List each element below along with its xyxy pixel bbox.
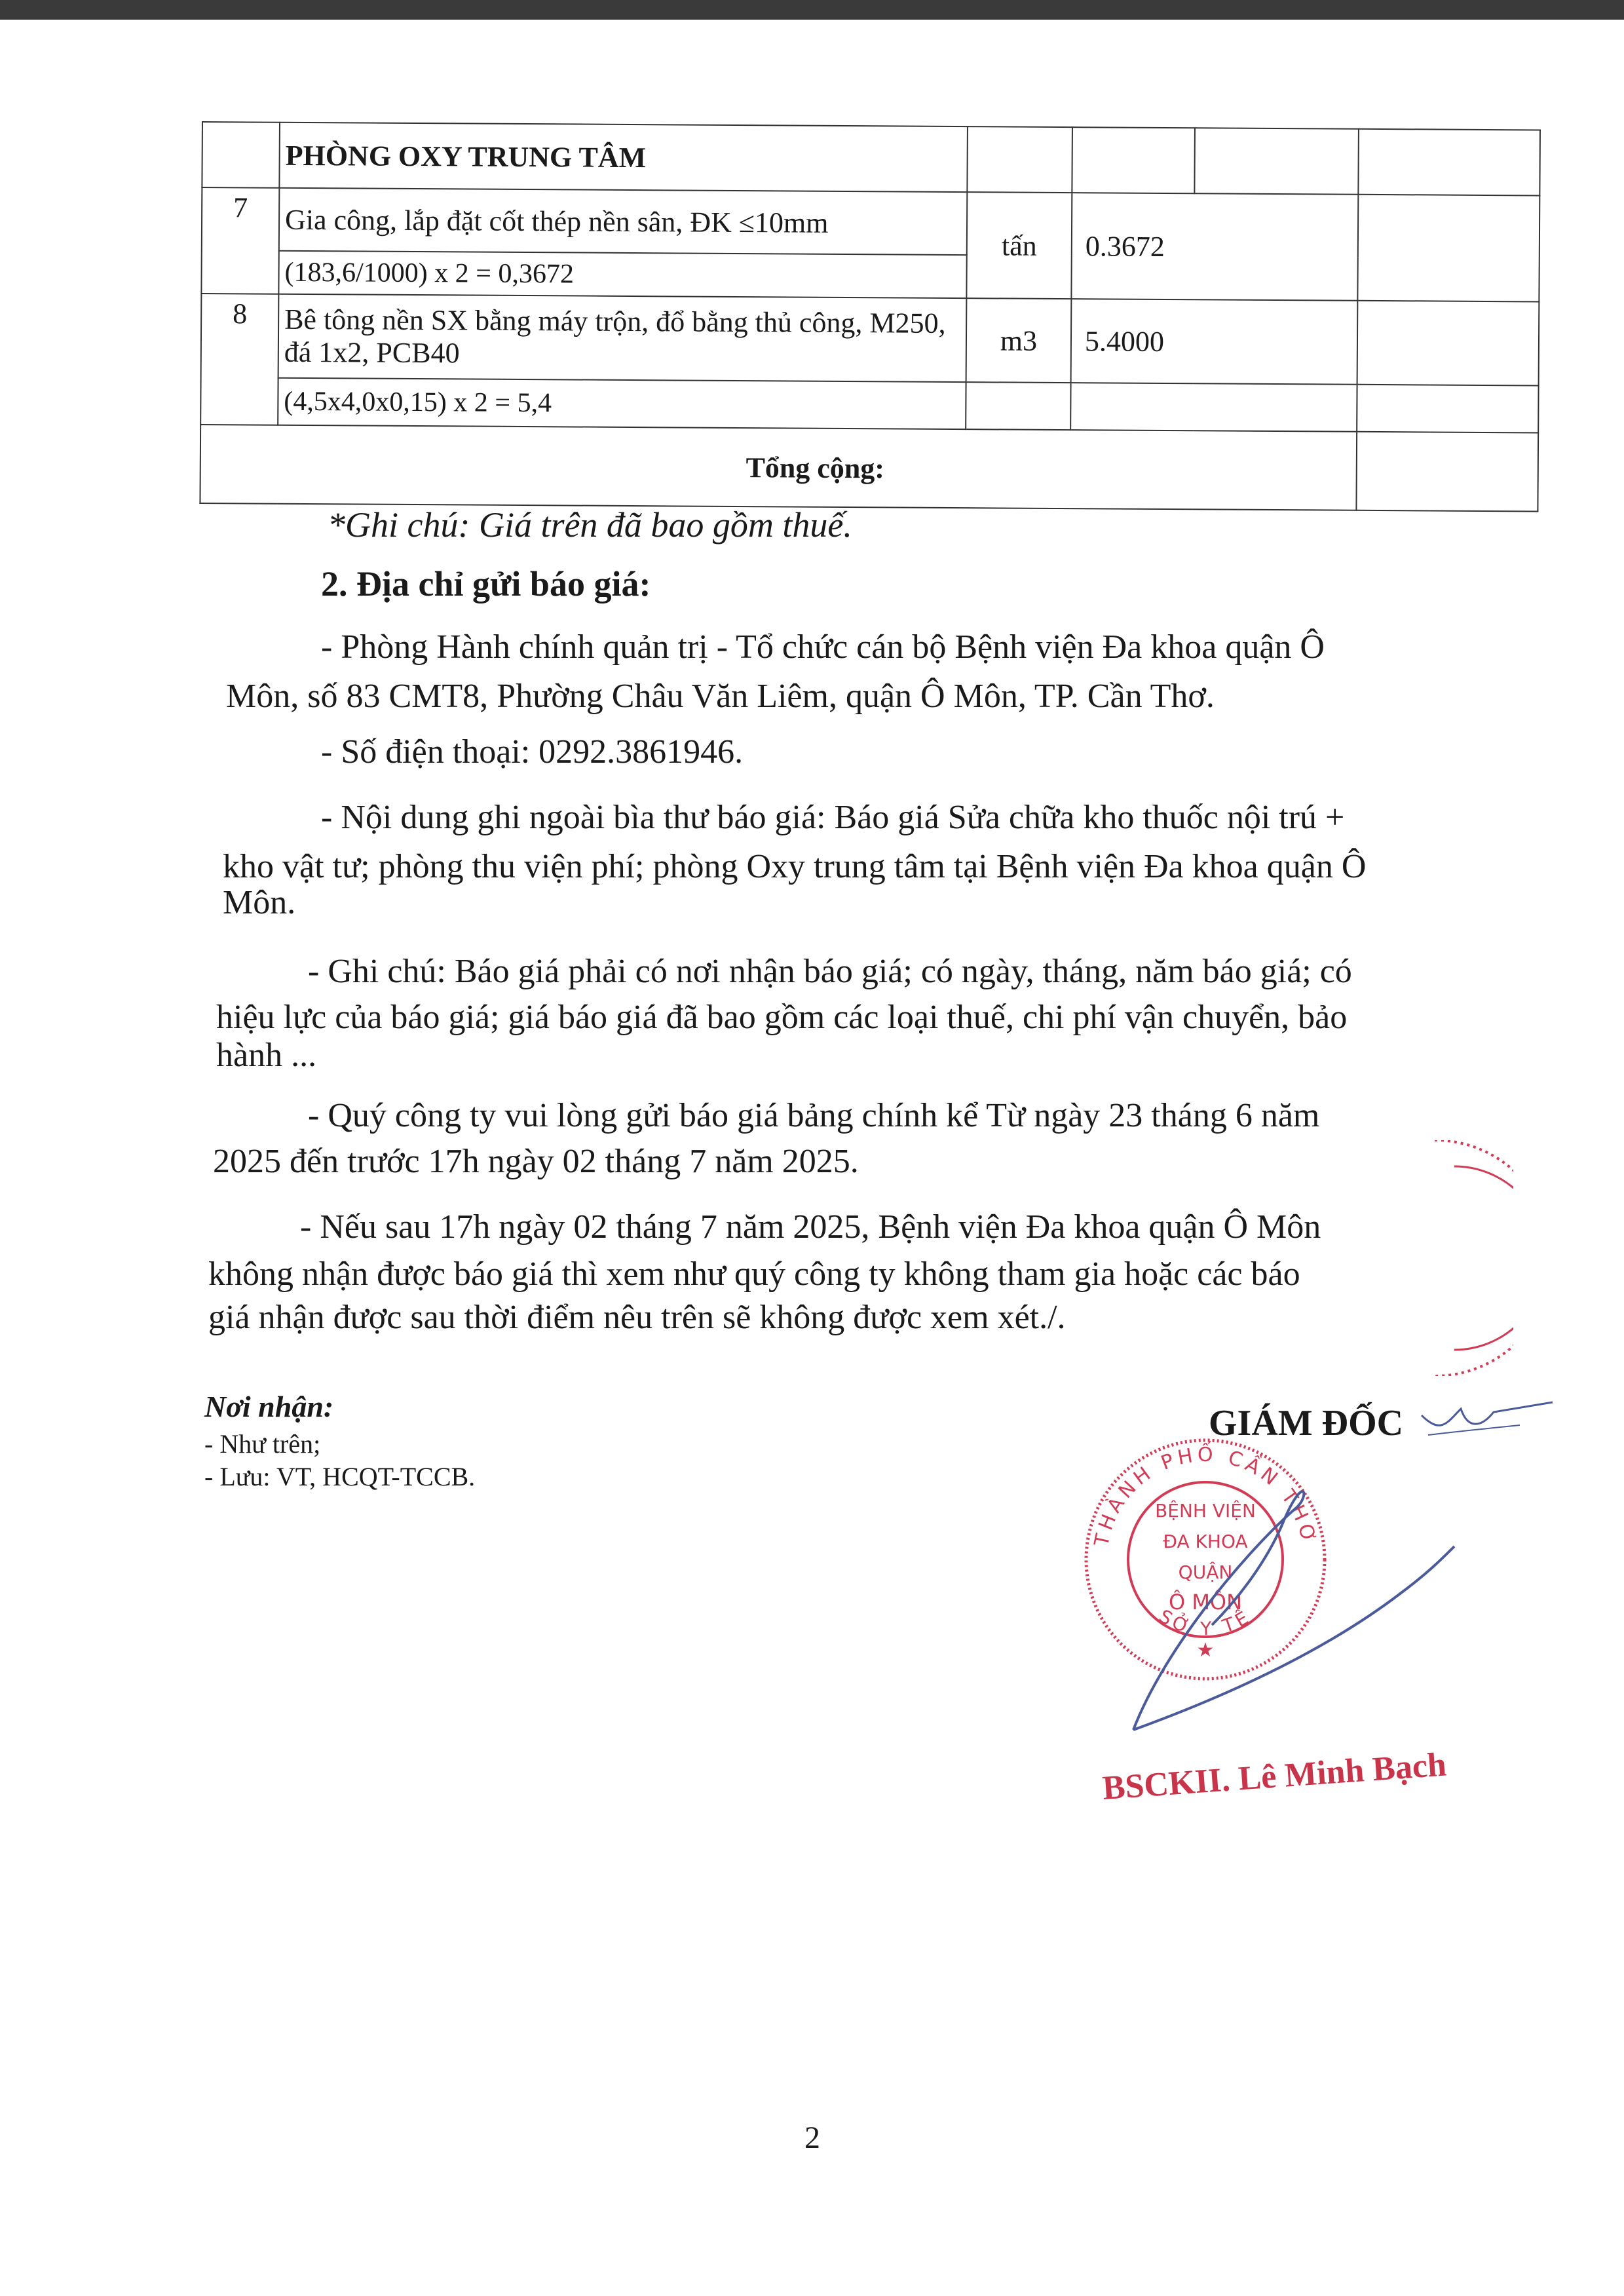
quote-table [199, 121, 1541, 512]
item-formula: (183,6/1000) x 2 = 0,3672 [278, 251, 966, 298]
table-row [202, 187, 1540, 258]
recipient-line: - Như trên; [204, 1429, 321, 1459]
item-formula: (4,5x4,0x0,15) x 2 = 5,4 [278, 378, 966, 429]
item-unit: tấn [966, 192, 1072, 299]
item-stt: 7 [201, 187, 279, 294]
address-line: - Phòng Hành chính quản trị - Tổ chức cán bộ Bệnh viện Đa khoa quận Ô [321, 628, 1325, 666]
table-row-total [200, 425, 1538, 511]
remark-line: hành ... [216, 1037, 317, 1074]
late-line: - Nếu sau 17h ngày 02 tháng 7 năm 2025, Bệnh viện Đa khoa quận Ô Môn [300, 1208, 1321, 1246]
stamp-line: BỆNH VIỆN [1155, 1500, 1256, 1521]
remark-line: - Ghi chú: Báo giá phải có nơi nhận báo giá; có ngày, tháng, năm báo giá; có [308, 953, 1352, 990]
price-note: *Ghi chú: Giá trên đã bao gồm thuế. [328, 505, 852, 545]
total-label: Tổng cộng: [200, 425, 1357, 510]
star-icon: ★ [1196, 1639, 1215, 1662]
late-line: không nhận được báo giá thì xem như quý công ty không tham gia hoặc các báo [208, 1255, 1300, 1293]
envelope-line: - Nội dung ghi ngoài bìa thư báo giá: Báo giá Sửa chữa kho thuốc nội trú + [321, 799, 1345, 836]
late-line: giá nhận được sau thời điểm nêu trên sẽ không được xem xét./. [208, 1299, 1066, 1336]
item-name: Gia công, lắp đặt cốt thép nền sân, ĐK ≤10mm [279, 188, 968, 255]
stamp-ring-top: THÀNH PHỐ CẦN THƠ [1090, 1443, 1321, 1549]
stamp-line: Ô MÔN [1168, 1590, 1243, 1615]
item-unit: m3 [966, 298, 1072, 383]
phone-line: - Số điện thoại: 0292.3861946. [321, 733, 744, 771]
item-stt: 8 [200, 294, 278, 425]
handwritten-signature [1035, 1396, 1559, 1736]
page-number: 2 [804, 2120, 820, 2155]
recipient-line: - Lưu: VT, HCQT-TCCB. [204, 1462, 476, 1491]
scan-edge-bar [0, 0, 1624, 20]
address-line: Môn, số 83 CMT8, Phường Châu Văn Liêm, quận Ô Môn, TP. Cần Thơ. [226, 678, 1215, 715]
envelope-line: Môn. [223, 884, 296, 921]
page-edge-stamp [1422, 1140, 1513, 1376]
envelope-line: kho vật tư; phòng thu viện phí; phòng Oxy trung tâm tại Bệnh viện Đa khoa quận Ô [223, 848, 1367, 885]
deadline-line: 2025 đến trước 17h ngày 02 tháng 7 năm 2025. [213, 1143, 859, 1180]
signer-name: BSCKII. Lê Minh Bạch [1101, 1746, 1448, 1808]
recipients-title: Nơi nhận: [204, 1390, 334, 1423]
item-qty: 0.3672 [1071, 193, 1358, 301]
table-row [200, 377, 1538, 432]
deadline-line: - Quý công ty vui lòng gửi báo giá bảng chính kể Từ ngày 23 tháng 6 năm [308, 1097, 1320, 1134]
director-title: GIÁM ĐỐC [1209, 1403, 1404, 1444]
remark-line: hiệu lực của báo giá; giá báo giá đã bao gồm các loại thuế, chi phí vận chuyển, bảo [216, 999, 1348, 1036]
stamp-line: ĐA KHOA [1163, 1531, 1248, 1552]
table-row-section [202, 122, 1540, 195]
item-name: Bê tông nền SX bằng máy trộn, đổ bằng thủ công, M250, đá 1x2, PCB40 [278, 294, 967, 382]
item-qty: 5.4000 [1071, 299, 1358, 385]
stamp-ring-bottom: SỞ Y TẾ [1155, 1605, 1256, 1640]
section-heading: 2. Địa chỉ gửi báo giá: [321, 564, 651, 603]
stamp-line: QUẬN [1178, 1561, 1233, 1583]
table-row [201, 294, 1539, 385]
section-title: PHÒNG OXY TRUNG TÂM [279, 123, 968, 192]
